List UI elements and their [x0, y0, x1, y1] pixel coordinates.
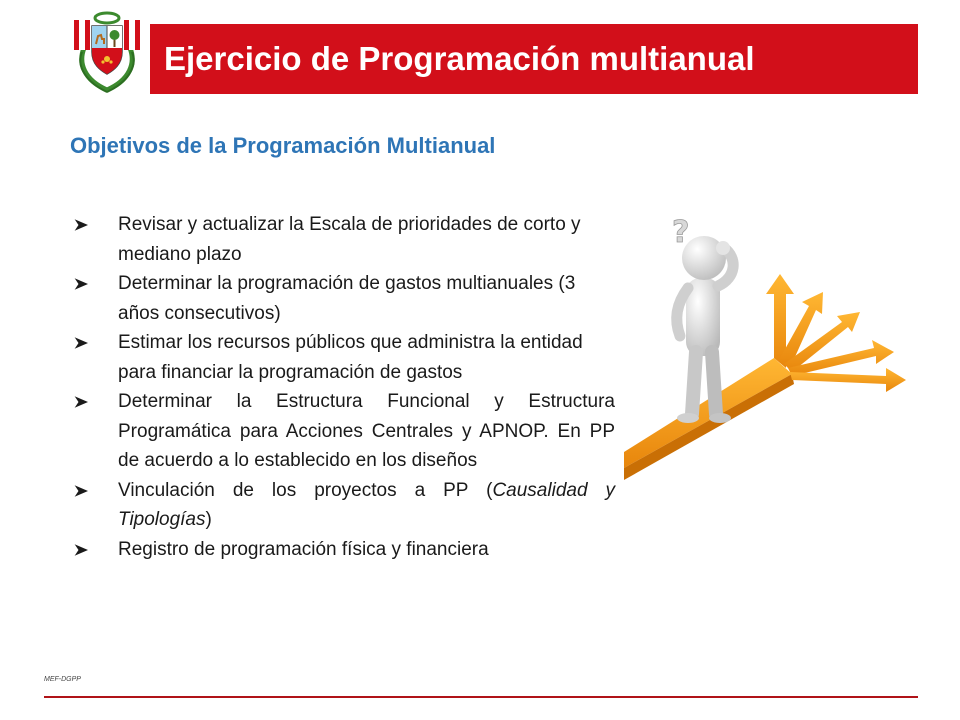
list-item-text-italic: Causalidad y Tipologías: [118, 479, 616, 530]
section-title: Objetivos de la Programación Multianual: [70, 133, 496, 158]
list-item: [70, 210, 615, 269]
page-title: Ejercicio de Programación multianual: [164, 40, 755, 77]
arrow-bullet-icon: [72, 543, 90, 557]
arrow-bullet-icon: [72, 336, 90, 350]
list-item: [70, 328, 615, 387]
list-item: [70, 269, 615, 328]
arrow-bullet-icon: [72, 395, 90, 409]
list-item: [70, 476, 615, 535]
footer-label: MEF-DGPP: [44, 676, 81, 683]
list-item: [70, 387, 615, 476]
svg-text:?: ?: [672, 215, 690, 250]
list-item-text: Registro de programación física y financiera: [118, 538, 489, 560]
list-item-text: Determinar la programación de gastos multianuales (3 años consecutivos): [118, 273, 576, 324]
list-item-text: Revisar y actualizar la Escala de prioridades de corto y mediano plazo: [118, 214, 581, 265]
objectives-list: [70, 210, 615, 564]
arrow-bullet-icon: [72, 277, 90, 291]
list-item-text: Determinar la Estructura Funcional y Estructura Programática para Acciones Centrales y APNOP. En PP de acuerdo a lo establecido en los diseños: [118, 391, 615, 471]
list-item-text: [118, 476, 615, 535]
arrow-bullet-icon: [72, 484, 90, 498]
list-item-text: Estimar los recursos públicos que administra la entidad para financiar la programación de gastos: [118, 332, 583, 383]
footer-divider: [44, 696, 918, 698]
list-item-text-part: ): [205, 509, 212, 530]
list-item: [70, 535, 615, 565]
list-item-text-part: Vinculación de los proyectos a PP (: [118, 479, 493, 501]
peru-coat-of-arms-icon: [70, 8, 144, 94]
thinking-figure-at-crossroads-illustration: [624, 208, 924, 480]
arrow-bullet-icon: [72, 218, 90, 232]
